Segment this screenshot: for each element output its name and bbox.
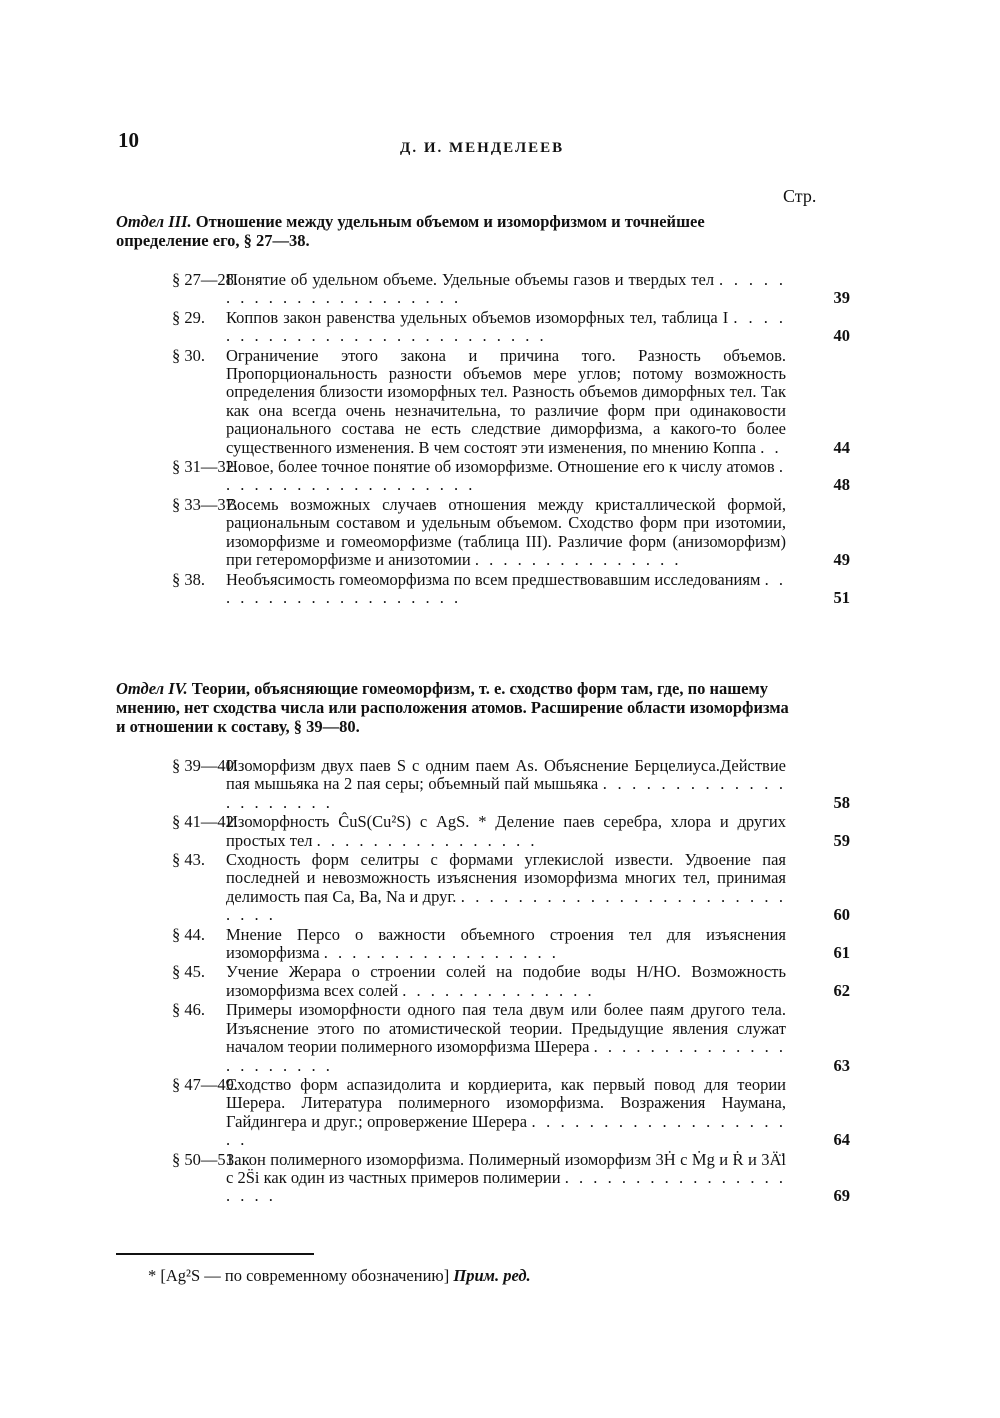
entry-text: Сходство форм аспазидолита и кордиерита, как первый повод для теории Шерера. Литература полимерного изоморфизма. Возражения Наумана, Гайдингера и друг.; опровержение Шерера . . . . . . . . . . . . . . . . . . . . [226,1074,787,1150]
page-column-label: Стр. [783,186,817,206]
toc-entry [172,271,850,308]
entry-page: 44 [833,437,850,457]
entry-text: Необъясимость гомеоморфизма по всем предшествовавшим исследованиям . . . . . . . . . . . . . . . . . . . [226,569,787,607]
entry-page: 49 [833,550,850,570]
entry-text: Понятие об удельном объеме. Удельные объемы газов и твердых тел . . . . . . . . . . . . . . . . . . . . . . [226,270,787,308]
entry-page: 60 [833,905,850,925]
toc-entry [172,851,850,925]
footnote-rule [116,1253,314,1255]
entry-label: § 27—28. [172,270,238,289]
entry-page: 58 [833,792,850,812]
entry-label: § 30. [172,345,205,365]
toc-list-section-4 [172,757,850,1207]
toc-entry [172,813,850,850]
entry-label: § 50—51. [172,1149,238,1169]
entry-label: § 41—42. [172,812,238,832]
section-title: Отношение между удельным объемом и изоморфизмом и точнейшее определение его, § 27—38. [116,212,705,250]
toc-entry [172,571,850,608]
entry-label: § 39—40. [172,756,238,775]
section-heading-3 [116,212,792,250]
entry-page: 40 [833,326,850,346]
section-label: Отдел III. [116,212,192,231]
toc-entry [172,347,850,457]
entry-page: 48 [833,475,850,495]
entry-text: Закон полимерного изоморфизма. Полимерный изоморфизм 3Ḣ с Ṁg и Ṙ и 3Ä̈l с 2S̈i как один из частных примеров полимерии . . . . . . . . . . . . . . . . . . . . [226,1149,787,1206]
entry-text: Изоморфность ĈuS(Cu²S) с AgS. * Деление паев серебра, хлора и других простых тел . . . . . . . . . . . . . . . . [226,812,786,850]
entry-text: Коппов закон равенства удельных объемов изоморфных тел, таблица I . . . . . . . . . . . . . . . . . . . . . . . . . . . [226,307,787,346]
entry-page: 64 [833,1130,850,1150]
entry-text: Восемь возможных случаев отношения между кристаллической формой, рациональным составом и удельным объемом. Сходство форм при изотомии, изоморфизме и гомеоморфизме (таблица III). Различие форм (анизоморфизм) при гетероморфизме и анизотомии . . . . . . . . . . . . . . . [226,494,786,570]
toc-entry [172,757,850,812]
entry-page: 39 [833,288,850,308]
toc-entry [172,496,850,570]
entry-page: 61 [833,943,850,963]
footnote-text: * [Ag²S — по современному обозначению] [148,1266,450,1285]
entry-text: Изоморфизм двух паев S с одним паем As. Объяснение Берцелиуса.Действие пая мышьяка на 2 пая серы; объемный пай мышьяка . . . . . . . . . . . . . . . . . . . . . [226,756,787,812]
entry-label: § 43. [172,850,205,870]
entry-label: § 31—32. [172,457,238,477]
toc-entry [172,963,850,1000]
page-number: 10 [118,128,139,152]
toc-entry [172,926,850,963]
entry-label: § 44. [172,924,205,944]
section-title: Теории, объясняющие гомеоморфизм, т. е. сходство форм там, где, по нашему мнению, нет сходства числа или расположения атомов. Расширение области изоморфизма и отношении к составу, § 39—80. [116,679,789,736]
toc-entry [172,1151,850,1206]
entry-label: § 46. [172,1000,205,1020]
footnote-editor-note: Прим. ред. [453,1266,531,1285]
entry-label: § 38. [172,569,205,589]
footnote [148,1266,531,1286]
entry-text: Ограничение этого закона и причина того. Разность объемов. Пропорциональность разности объемов мере углов; потому возможность определения близости изоморфных тел. Разность объемов диморфных тел. Так как она всегда очень незначительна, то различие форм при одинаковости рационального состава не есть следствие диморфизма, а какого-то более существенного изменения. В чем состоят эти изменения, по мнению Коппа . . [226,345,786,457]
toc-list-section-3 [172,271,850,608]
entry-page: 63 [833,1055,850,1075]
section-label: Отдел IV. [116,679,188,698]
toc-entry [172,1001,850,1075]
entry-text: Примеры изоморфности одного пая тела двум или более паям другого тела. Изъяснение этого по атомистической теории. Предыдущие явления служат началом теории полимерного изоморфизма Шерера . . . . . . . . . . . . . . . . . . . . . . [226,1000,787,1075]
entry-page: 62 [833,980,850,1000]
toc-entry [172,458,850,495]
entry-text: Учение Жерара о строении солей на подобие воды H/HO. Возможность изоморфизма всех солей . . . . . . . . . . . . . . [226,962,786,1000]
entry-text: Сходность форм селитры с формами углекислой извести. Удвоение пая последней и невозможность изъяснения изоморфизма многих тел, принимая делимость пая Ca, Ba, Na и друг. . . . . . . . . . . . . . . . . . . . . . . . . . . . [226,850,787,925]
running-title: Д. И. МЕНДЕЛЕЕВ [400,140,565,156]
section-heading-4 [116,679,792,736]
entry-label: § 33—37. [172,494,238,514]
entry-page: 51 [833,587,850,607]
entry-page: 69 [833,1186,850,1206]
entry-label: § 47—49. [172,1074,238,1094]
entry-page: 59 [833,830,850,850]
entry-label: § 45. [172,962,205,982]
entry-text: Мнение Персо о важности объемного строения тел для изъяснения изоморфизма . . . . . . . . . . . . . . . . . [226,924,786,963]
toc-entry [172,1076,850,1150]
entry-label: § 29. [172,307,205,327]
entry-text: Новое, более точное понятие об изоморфизме. Отношение его к числу атомов . . . . . . . . . . . . . . . . . . . [226,457,787,495]
toc-entry [172,309,850,346]
